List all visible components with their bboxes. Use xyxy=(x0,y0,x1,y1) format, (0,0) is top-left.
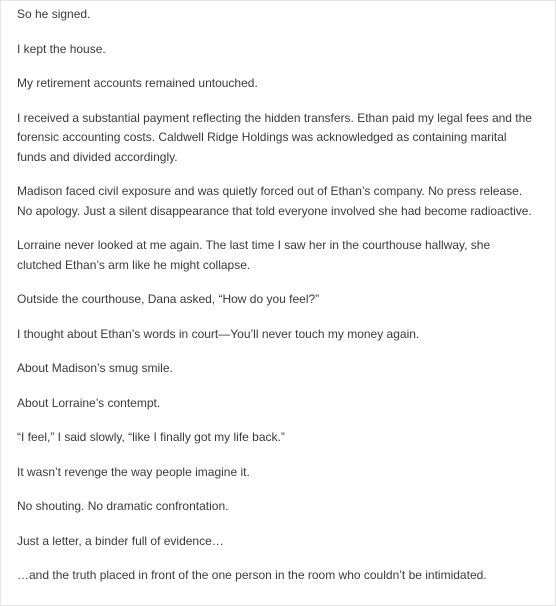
paragraph: Madison faced civil exposure and was quietly forced out of Ethan’s company. No press release. No apology. Just a silent disappearance that told everyone involved she had become radioactive. xyxy=(17,184,532,218)
paragraph: “I feel,” I said slowly, “like I finally got my life back.” xyxy=(17,430,285,444)
paragraph: No shouting. No dramatic confrontation. xyxy=(17,499,229,513)
paragraph: Lorraine never looked at me again. The last time I saw her in the courthouse hallway, she clutched Ethan’s arm like he might collapse. xyxy=(17,238,491,272)
paragraph: About Lorraine’s contempt. xyxy=(17,395,161,410)
paragraph: Just a letter, a binder full of evidence… xyxy=(17,533,224,548)
paragraph: Outside the courthouse, Dana asked, “How do you feel?” xyxy=(17,292,320,306)
paragraph: I received a substantial payment reflecting the hidden transfers. Ethan paid my legal fees and the forensic accounting costs. Caldwell Ridge Holdings was acknowledged as containing marital funds and divided accordingly. xyxy=(17,110,532,164)
paragraph: My retirement accounts remained untouched. xyxy=(17,76,258,90)
paragraph: So he signed. xyxy=(17,7,91,21)
paragraph: It wasn’t revenge the way people imagine it. xyxy=(17,464,250,479)
story-text xyxy=(17,5,537,601)
paragraph: I thought about Ethan’s words in court—You’ll never touch my money again. xyxy=(17,326,420,341)
paragraph: …and the truth placed in front of the one person in the room who couldn’t be intimidated. xyxy=(17,568,487,582)
paragraph: I kept the house. xyxy=(17,41,106,56)
paragraph: About Madison’s smug smile. xyxy=(17,361,173,375)
